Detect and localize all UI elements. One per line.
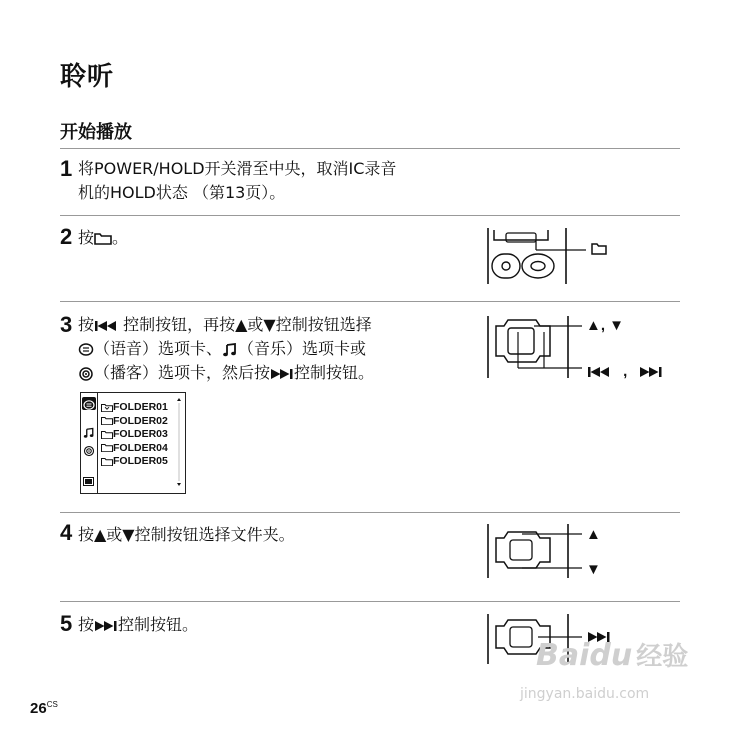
divider — [60, 301, 680, 302]
folder-open-icon — [101, 403, 113, 412]
divider — [60, 601, 680, 602]
list-item[interactable]: FOLDER04 — [101, 442, 175, 456]
list-item[interactable]: FOLDER02 — [101, 415, 175, 429]
battery-icon — [83, 477, 95, 486]
voice-tab-icon — [78, 343, 94, 357]
folder-icon — [101, 416, 113, 425]
skip-back-icon — [586, 366, 612, 378]
step-2-number: 2 — [60, 224, 73, 249]
scrollbar[interactable] — [175, 395, 183, 489]
up-label: ▲ — [586, 526, 601, 543]
display-tab-column — [81, 393, 98, 493]
scroll-up-icon — [177, 398, 181, 401]
control-pad-diagram — [482, 312, 592, 382]
folder-icon — [101, 457, 113, 466]
skip-forward-icon — [638, 366, 664, 378]
voice-tab-selected — [82, 397, 96, 410]
divider — [60, 215, 680, 216]
step-3-number: 3 — [60, 312, 73, 337]
step-4-text: 按▲或▼控制按钮选择文件夹。 — [78, 525, 295, 544]
skip-back-icon — [94, 320, 118, 332]
list-item[interactable]: FOLDER05 — [101, 455, 175, 469]
step-5-number: 5 — [60, 611, 73, 636]
step-4-number: 4 — [60, 520, 73, 545]
step-1-text — [78, 157, 396, 205]
divider — [60, 148, 680, 149]
skip-buttons-label: , — [586, 361, 664, 380]
list-item[interactable]: FOLDER01 — [101, 401, 175, 415]
page-title: 聆听 — [60, 62, 115, 92]
down-label: ▼ — [586, 561, 601, 578]
step-5-text: 按 控制按钮。 — [78, 615, 199, 634]
section-subtitle: 开始播放 — [60, 122, 132, 143]
step-1-line-2: 机的HOLD状态 （第13页）。 — [78, 183, 286, 202]
page-number: $26^{CS}$ — [30, 700, 58, 717]
divider — [60, 512, 680, 513]
watermark-url: jingyan.baidu.com — [520, 686, 650, 702]
control-pad-up-down-diagram — [482, 522, 592, 582]
device-display — [80, 392, 186, 494]
up-down-label: ▲, ▼ — [586, 317, 625, 334]
music-tab-icon — [83, 427, 95, 439]
voice-tab-icon — [82, 399, 96, 412]
step-1-line-1: 将POWER/HOLD开关滑至中央，取消IC录音 — [78, 159, 397, 178]
device-folder-button-diagram — [482, 226, 632, 288]
list-item[interactable]: FOLDER03 — [101, 428, 175, 442]
podcast-tab-icon — [83, 445, 95, 457]
step-3-text: 按 控制按钮，再按▲或▼控制按钮选择 （语音）选项卡、 （音乐）选项卡或 （播客）选项卡，然后按 控制按钮。 — [78, 315, 375, 382]
watermark-logo: Baidu 经验 — [536, 638, 689, 673]
folder-list — [101, 401, 175, 469]
skip-forward-icon — [94, 620, 118, 632]
folder-icon — [592, 244, 606, 254]
scroll-down-icon — [177, 483, 181, 486]
music-tab-icon — [222, 343, 238, 357]
podcast-tab-icon — [78, 367, 94, 381]
folder-icon — [94, 232, 112, 245]
folder-icon — [101, 443, 113, 452]
step-1-number: 1 — [60, 156, 73, 181]
skip-forward-icon — [270, 368, 294, 380]
folder-icon — [101, 430, 113, 439]
step-2-text: 按 。 — [78, 228, 129, 247]
